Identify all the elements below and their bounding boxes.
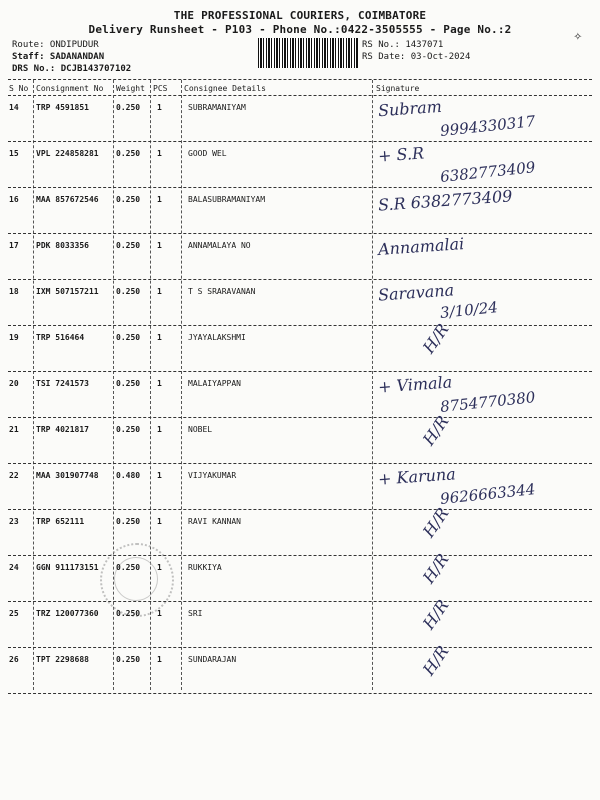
page-title: THE PROFESSIONAL COURIERS, COIMBATORE <box>173 9 427 22</box>
row-signature: + Karuna <box>377 464 457 489</box>
row-sno: 16 <box>9 195 19 204</box>
col-consignment: Consignment No <box>36 84 104 93</box>
rs-date: RS Date: 03-Oct-2024 <box>362 52 471 62</box>
row-weight: 0.250 <box>116 103 141 112</box>
row-sno: 25 <box>9 609 19 618</box>
row-pcs: 1 <box>157 241 162 250</box>
row-pcs: 1 <box>157 149 162 158</box>
row-consignee: SRI <box>188 609 203 618</box>
col-weight: Weight <box>116 84 145 93</box>
runsheet-subtitle: Delivery Runsheet - P103 - Phone No.:0422-3505555 - Page No.:2 <box>88 23 512 36</box>
row-weight: 0.250 <box>116 379 141 388</box>
row-consignee: BALASUBRAMANIYAM <box>188 195 266 204</box>
row-weight: 0.250 <box>116 563 141 572</box>
row-consignment: TRP 4021817 <box>36 425 89 434</box>
row-weight: 0.250 <box>116 655 141 664</box>
row-weight: 0.250 <box>116 333 141 342</box>
row-divider <box>8 141 592 142</box>
row-sno: 22 <box>9 471 19 480</box>
row-consignee: ANNAMALAYA NO <box>188 241 251 250</box>
col-consignee: Consignee Details <box>184 84 266 93</box>
col-divider <box>33 80 34 690</box>
row-consignment: PDK 8033356 <box>36 241 89 250</box>
row-weight: 0.250 <box>116 149 141 158</box>
row-consignment: TRZ 120077360 <box>36 609 99 618</box>
row-consignee: NOBEL <box>188 425 213 434</box>
row-signature: H/R <box>418 642 453 679</box>
row-consignment: TSI 7241573 <box>36 379 89 388</box>
row-consignment: MAA 857672546 <box>36 195 99 204</box>
row-consignment: GGN 911173151 <box>36 563 99 572</box>
col-pcs: PCS <box>153 84 168 93</box>
row-sno: 18 <box>9 287 19 296</box>
route-label: Route: ONDIPUDUR <box>12 40 99 50</box>
row-pcs: 1 <box>157 333 162 342</box>
row-sno: 14 <box>9 103 19 112</box>
row-pcs: 1 <box>157 287 162 296</box>
row-pcs: 1 <box>157 517 162 526</box>
row-pcs: 1 <box>157 471 162 480</box>
row-divider <box>8 555 592 556</box>
row-signature: Subram <box>377 96 443 121</box>
row-sno: 26 <box>9 655 19 664</box>
row-consignee: GOOD WEL <box>188 149 227 158</box>
row-sno: 23 <box>9 517 19 526</box>
col-sno: S No <box>9 84 29 93</box>
row-divider <box>8 509 592 510</box>
row-consignment: TRP 516464 <box>36 333 85 342</box>
row-consignee: RUKKIYA <box>188 563 222 572</box>
col-signature: Signature <box>376 84 420 93</box>
rs-number: RS No.: 1437071 <box>362 40 444 50</box>
row-divider <box>8 601 592 602</box>
row-weight: 0.250 <box>116 241 141 250</box>
row-signature-note: 8754770380 <box>439 388 537 416</box>
row-pcs: 1 <box>157 103 162 112</box>
row-divider <box>8 417 592 418</box>
staff-label: Staff: SADANANDAN <box>12 52 105 62</box>
row-consignment: IXM 507157211 <box>36 287 99 296</box>
row-signature: H/R <box>418 596 453 633</box>
row-weight: 0.250 <box>116 195 141 204</box>
row-sno: 21 <box>9 425 19 434</box>
row-consignee: SUNDARAJAN <box>188 655 237 664</box>
row-divider <box>8 325 592 326</box>
row-pcs: 1 <box>157 379 162 388</box>
row-divider <box>8 233 592 234</box>
table-top-rule <box>8 79 592 80</box>
row-signature: H/R <box>418 550 453 587</box>
row-signature: H/R <box>418 504 453 541</box>
row-consignment: TPT 2298688 <box>36 655 89 664</box>
row-signature-note: 9994330317 <box>439 112 537 140</box>
row-weight: 0.250 <box>116 609 141 618</box>
row-divider <box>8 279 592 280</box>
row-sno: 19 <box>9 333 19 342</box>
row-pcs: 1 <box>157 563 162 572</box>
row-divider <box>8 463 592 464</box>
row-consignment: MAA 301907748 <box>36 471 99 480</box>
row-signature: + Vimala <box>377 372 453 397</box>
row-consignee: SUBRAMANIYAM <box>188 103 246 112</box>
row-signature: H/R <box>418 320 453 357</box>
table-header-rule <box>8 95 592 96</box>
row-pcs: 1 <box>157 655 162 664</box>
row-consignee: MALAIYAPPAN <box>188 379 241 388</box>
row-consignee: JYAYALAKSHMI <box>188 333 246 342</box>
row-weight: 0.480 <box>116 471 141 480</box>
row-signature: Saravana <box>377 280 455 305</box>
row-consignment: TRP 4591851 <box>36 103 89 112</box>
col-divider <box>181 80 182 690</box>
row-consignee: RAVI KANNAN <box>188 517 241 526</box>
row-sno: 20 <box>9 379 19 388</box>
row-signature: Annamalai <box>377 234 465 259</box>
row-sno: 15 <box>9 149 19 158</box>
corner-mark: ✧ <box>573 28 582 44</box>
row-signature-note: 9626663344 <box>439 480 537 508</box>
row-divider <box>8 693 592 694</box>
row-consignment: VPL 224858281 <box>36 149 99 158</box>
row-weight: 0.250 <box>116 517 141 526</box>
row-signature: S.R 6382773409 <box>377 186 513 215</box>
row-signature: + S.R <box>377 143 425 166</box>
row-consignee: T S SRARAVANAN <box>188 287 256 296</box>
row-pcs: 1 <box>157 195 162 204</box>
row-signature: H/R <box>418 412 453 449</box>
row-sno: 17 <box>9 241 19 250</box>
row-consignment: TRP 652111 <box>36 517 85 526</box>
row-pcs: 1 <box>157 425 162 434</box>
row-weight: 0.250 <box>116 287 141 296</box>
row-pcs: 1 <box>157 609 162 618</box>
drs-label: DRS No.: DCJB143707102 <box>12 64 132 74</box>
barcode <box>258 38 358 68</box>
row-signature-note: 3/10/24 <box>439 298 499 322</box>
row-divider <box>8 647 592 648</box>
row-divider <box>8 371 592 372</box>
row-consignee: VIJYAKUMAR <box>188 471 237 480</box>
row-weight: 0.250 <box>116 425 141 434</box>
col-divider <box>372 80 373 690</box>
row-sno: 24 <box>9 563 19 572</box>
row-signature-note: 6382773409 <box>439 158 537 186</box>
